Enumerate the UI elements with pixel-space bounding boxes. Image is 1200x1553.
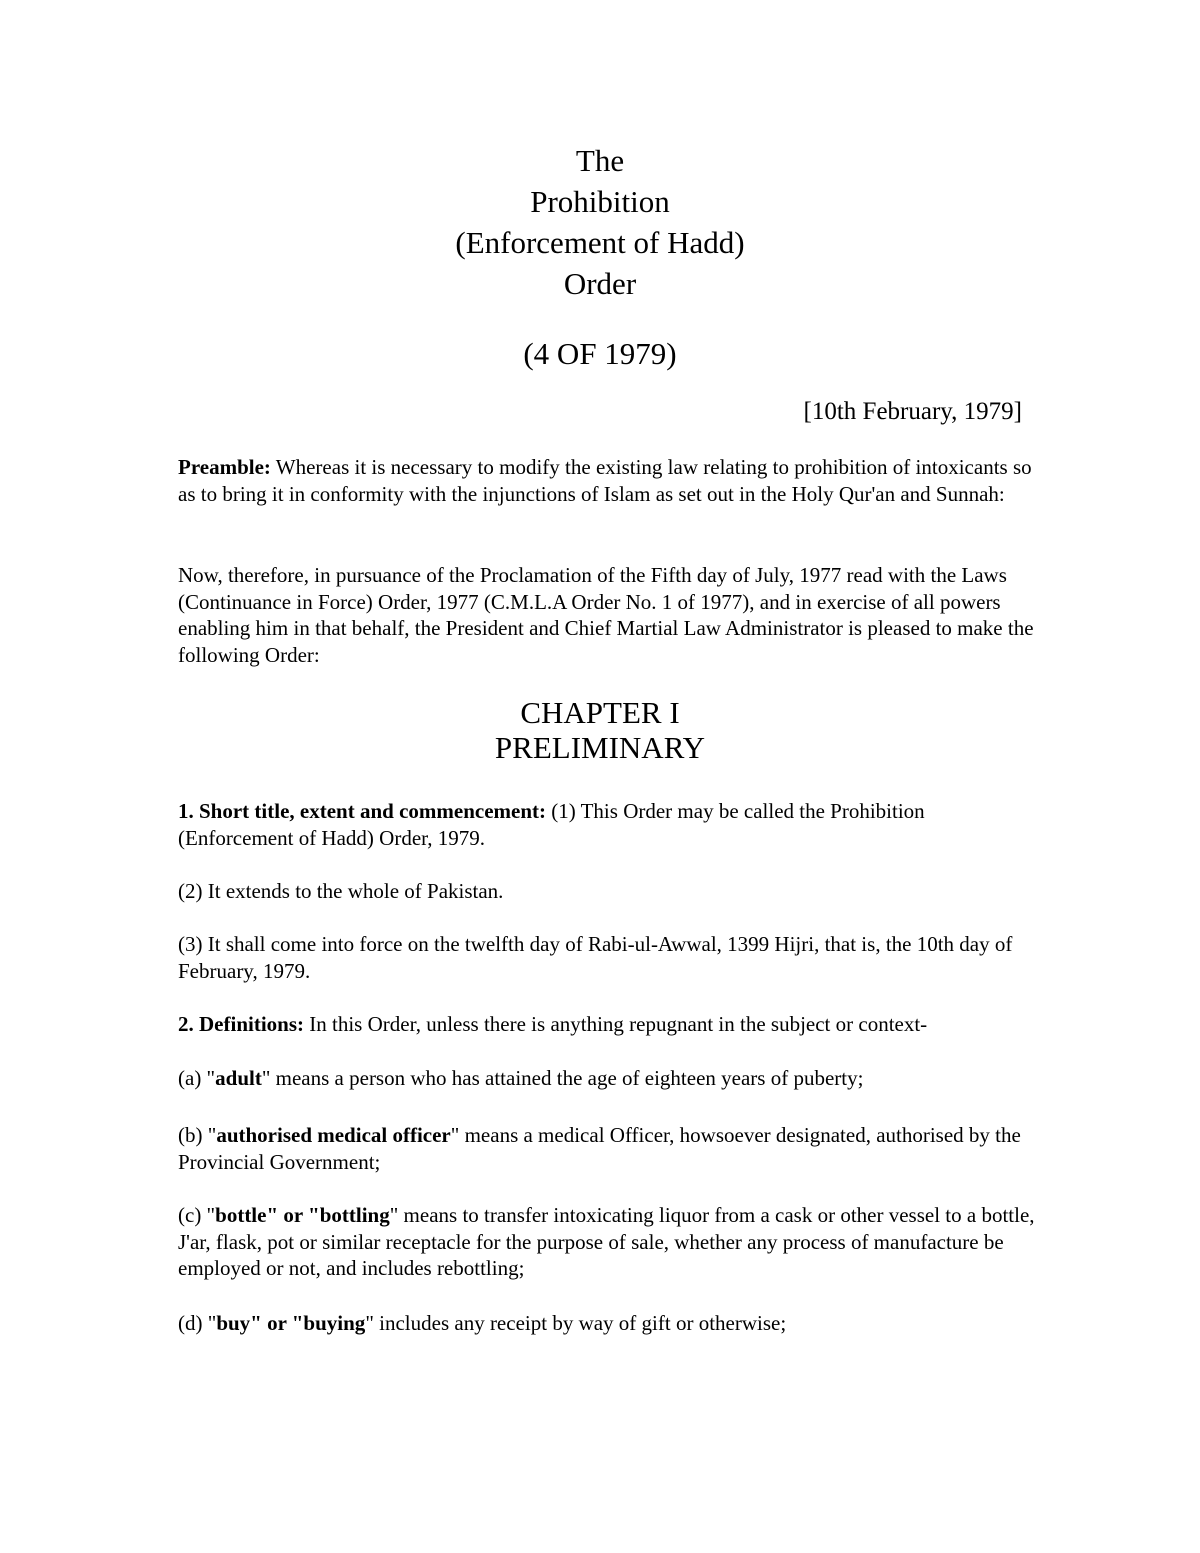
document-title	[0, 140, 1200, 304]
chapter-heading	[0, 695, 1200, 765]
definition-c-prefix: (c) "	[178, 1203, 216, 1227]
title-line-2: Prohibition	[530, 184, 670, 219]
definition-c-term: bottle" or "bottling	[215, 1203, 390, 1227]
definition-b	[178, 1122, 1038, 1175]
section-1-heading: 1. Short title, extent and commencement:	[178, 799, 546, 823]
definition-b-term: authorised medical officer	[216, 1123, 451, 1147]
order-number: (4 OF 1979)	[523, 336, 677, 371]
preamble-label: Preamble:	[178, 455, 271, 479]
definition-a	[178, 1065, 1038, 1092]
preamble-text: Whereas it is necessary to modify the existing law relating to prohibition of intoxicants so as to bring it in conformity with the injunctions of Islam as set out in the Holy Qur'an and Sunnah:	[178, 455, 1032, 506]
order-date: [10th February, 1979]	[803, 398, 1022, 425]
definition-b-prefix: (b) "	[178, 1123, 217, 1147]
definition-d-prefix: (d) "	[178, 1311, 217, 1335]
section-1-clause-3: (3) It shall come into force on the twelfth day of Rabi-ul-Awwal, 1399 Hijri, that is, the 10th day of February, 1979.	[178, 932, 1013, 983]
chapter-title: PRELIMINARY	[494, 730, 706, 765]
definition-c-text: " means to transfer intoxicating liquor from a cask or other vessel to a bottle, J'ar, flask, pot or similar receptacle for the purpose of sale, whether any process of manufacture be employed or not, and includes rebottling;	[178, 1203, 1035, 1280]
definition-a-text: " means a person who has attained the age of eighteen years of puberty;	[261, 1066, 864, 1090]
definition-c	[178, 1202, 1038, 1282]
definition-b-text: " means a medical Officer, howsoever designated, authorised by the Provincial Government;	[178, 1123, 1021, 1174]
section-2-heading: 2. Definitions:	[178, 1012, 304, 1036]
preamble-paragraph	[178, 454, 1038, 507]
definition-a-term: adult	[215, 1066, 262, 1090]
title-line-3: (Enforcement of Hadd)	[455, 225, 745, 260]
chapter-number: CHAPTER I	[520, 695, 680, 730]
section-1-clause-1-text: (1) This Order may be called the Prohibition (Enforcement of Hadd) Order, 1979.	[178, 799, 925, 850]
definition-d-term: buy" or "buying	[216, 1311, 366, 1335]
title-line-4: Order	[563, 266, 637, 301]
section-1-clause-2: (2) It extends to the whole of Pakistan.	[178, 879, 504, 903]
section-1-clause-1	[178, 798, 1038, 851]
definition-d-text: " includes any receipt by way of gift or otherwise;	[365, 1311, 787, 1335]
section-2-intro-text: In this Order, unless there is anything repugnant in the subject or context-	[304, 1012, 928, 1036]
definition-d	[178, 1310, 1038, 1337]
section-2-intro	[178, 1011, 1038, 1038]
definition-a-prefix: (a) "	[178, 1066, 216, 1090]
enactment-paragraph: Now, therefore, in pursuance of the Proclamation of the Fifth day of July, 1977 read with the Laws (Continuance in Force) Order, 1977 (C.M.L.A Order No. 1 of 1977), and in exercise of all powers enabling him in that behalf, the President and Chief Martial Law Administrator is pleased to make the following Order:	[178, 563, 1034, 667]
title-line-1: The	[575, 143, 625, 178]
